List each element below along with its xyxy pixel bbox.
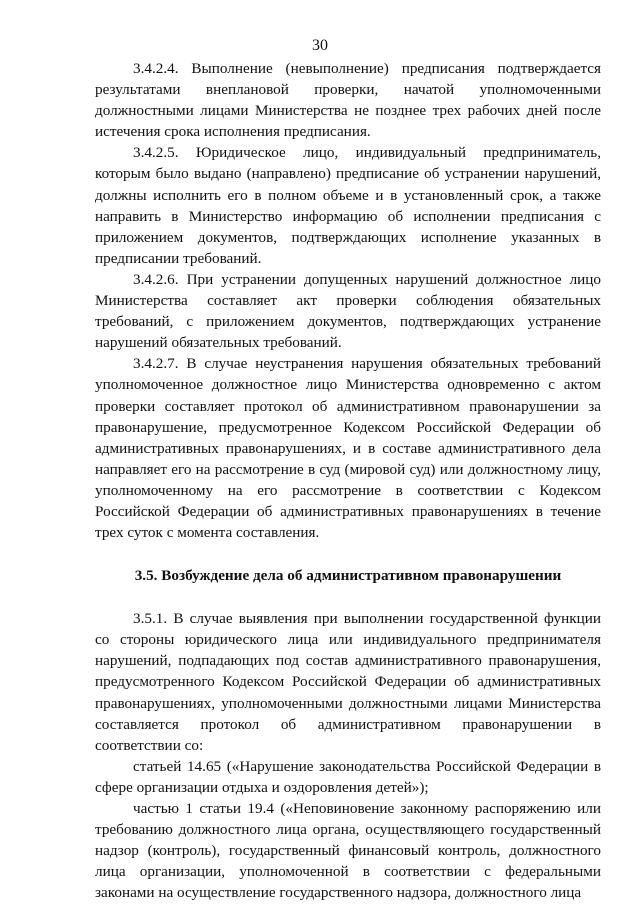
paragraph-3-5-1: 3.5.1. В случае выявления при выполнении государственной функции со стороны юридического лица или индивидуального предпринимателя нарушений, подпадающих под состав административного правонарушения, предусмотренного Кодексом Российской Федерации об административных правонарушениях, уполномоченными должностными лицами Министерства составляется протокол об административном правонарушении в соответствии со:: [95, 610, 601, 754]
document-body: [95, 58, 601, 903]
section-heading: 3.5. Возбуждение дела об административном правонарушении: [134, 567, 562, 585]
paragraph-3-4-2-5: 3.4.2.5. Юридическое лицо, индивидуальный предприниматель, которым было выдано (направлено) предписание об устранении нарушений, должны исполнить его в полном объеме и в установленный срок, а также направить в Министерство информацию об исполнении предписания с приложением документов, подтверждающих исполнение указанных в предписании требований.: [95, 144, 601, 267]
paragraph-3-4-2-6: 3.4.2.6. При устранении допущенных нарушений должностное лицо Министерства составляет акт проверки соблюдения обязательных требований, с приложением документов, подтверждающих устранение нарушений обязательных требований.: [95, 270, 601, 352]
paragraph-article-19-4: частью 1 статьи 19.4 («Неповиновение законному распоряжению или требованию должностного лица органа, осуществляющего государственный надзор (контроль), государственный финансовый контроль, должностного лица организации, уполномоченной в соответствии с федеральными законами на осуществление государственного надзора, должностного лица: [95, 800, 601, 902]
page-number: 30: [312, 37, 328, 54]
paragraph-3-4-2-4: 3.4.2.4. Выполнение (невыполнение) предписания подтверждается результатами внеплановой проверки, начатой уполномоченными должностными лицами Министерства не позднее трех рабочих дней после истечения срока исполнения предписания.: [95, 60, 601, 141]
paragraph-article-14-65: статьей 14.65 («Нарушение законодательства Российской Федерации в сфере организации отдыха и оздоровления детей»);: [95, 757, 601, 796]
paragraph-3-4-2-7: 3.4.2.7. В случае неустранения нарушения обязательных требований уполномоченное должностное лицо Министерства одновременно с актом проверки составляет протокол об административном правонарушении за правонарушение, предусмотренное Кодексом Российской Федерации об административных правонарушениях, и в составе административного дела направляет его на рассмотрение в суд (мировой суд) или должностному лицу, уполномоченному на его рассмотрение в соответствии с Кодексом Российской Федерации об административных правонарушениях в течение трех суток с момента составления.: [95, 355, 601, 542]
